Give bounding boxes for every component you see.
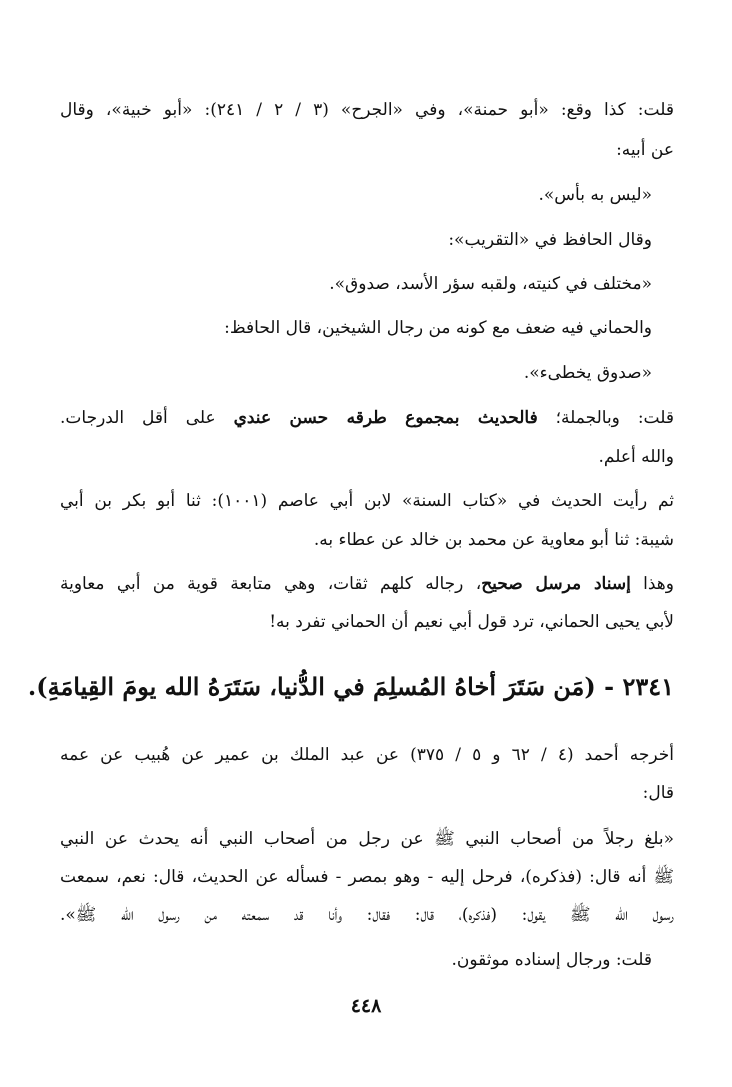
text-line-13: لأبي يحيى الحماني، ترد قول أبي نعيم أن الحماني تفرد به! xyxy=(269,612,674,632)
text-line-8 xyxy=(60,405,674,431)
text-line-19: رسول الله ﷺ يقول: (فذكره)، قال: فقال: وأنا قد سمعته من رسول الله ﷺ». xyxy=(60,905,674,925)
text-line-1: قلت: كذا وقع: «أبو حمنة»، وفي «الجرح» (٣ / ٢ / ٢٤١): «أبو خبية»، وقال xyxy=(60,100,674,120)
text-line-18: ﷺ أنه قال: (فذكره)، فرحل إليه - وهو بمصر - فسأله عن الحديث، قال: نعم، سمعت xyxy=(60,867,674,887)
hadith-heading-2341: ٢٣٤١ - (مَن سَتَرَ أخاهُ المُسلِمَ في الدُّنيا، سَتَرَهُ الله يومَ القِيامَةِ). xyxy=(27,672,674,701)
page-number: ٤٤٨ xyxy=(350,995,382,1017)
text-line-9: والله أعلم. xyxy=(598,447,674,467)
text-line-8-bold: فالحديث بمجموع طرقه حسن عندي xyxy=(233,408,538,428)
quote-line-5: «مختلف في كنيته، ولقبه سؤر الأسد، صدوق». xyxy=(329,274,652,294)
text-line-12-bold: إسناد مرسل صحيح xyxy=(481,574,631,594)
text-line-12-start: وهذا xyxy=(630,574,674,594)
text-line-10: ثم رأيت الحديث في «كتاب السنة» لابن أبي عاصم (١٠٠١): ثنا أبو بكر بن أبي xyxy=(60,491,674,511)
quote-line-3: «ليس به بأس». xyxy=(538,185,652,205)
text-line-6: والحماني فيه ضعف مع كونه من رجال الشيخين، قال الحافظ: xyxy=(224,318,652,338)
text-line-20: قلت: ورجال إسناده موثقون. xyxy=(451,950,652,970)
text-line-4: وقال الحافظ في «التقريب»: xyxy=(448,230,652,250)
text-line-17: «بلغ رجلاً من أصحاب النبي ﷺ عن رجل من أصحاب النبي أنه يحدث عن النبي xyxy=(60,829,674,849)
text-line-12-end: ، رجاله كلهم ثقات، وهي متابعة قوية من أبي معاوية xyxy=(60,574,482,594)
quote-line-7: «صدوق يخطىء». xyxy=(523,363,652,383)
text-line-11: شيبة: ثنا أبو معاوية عن محمد بن خالد عن عطاء به. xyxy=(313,530,674,550)
text-line-8-end: على أقل الدرجات. xyxy=(60,408,234,428)
text-line-12 xyxy=(60,571,674,597)
text-line-2: عن أبيه: xyxy=(616,140,674,160)
text-line-8-start: قلت: وبالجملة؛ xyxy=(537,408,674,428)
text-line-16: قال: xyxy=(642,783,674,803)
text-line-15: أخرجه أحمد (٤ / ٦٢ و ٥ / ٣٧٥) عن عبد الملك بن عمير عن هُبيب عن عمه xyxy=(60,745,674,765)
